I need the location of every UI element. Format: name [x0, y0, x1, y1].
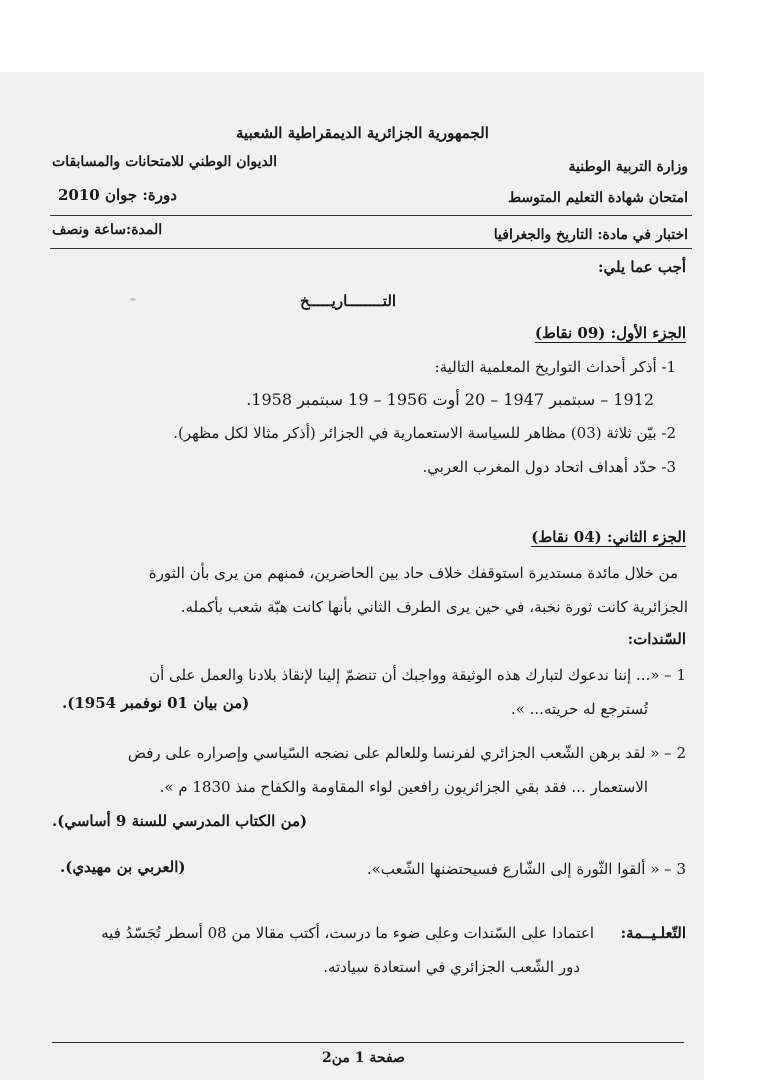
part1-question-2: 2- بيّن ثلاثة (03) مظاهر للسياسة الاستعمارية في الجزائر (أذكر مثالا لكل مظهر).	[173, 424, 676, 442]
exam-page	[0, 72, 704, 1080]
republic-title: الجمهورية الجزائرية الديمقراطية الشعبية	[236, 124, 489, 142]
document-3-source: (العربي بن مهيدي).	[60, 858, 186, 876]
document-3-line: 3 – « ألقوا الثّورة إلى الشّارع فسيحتضنها الشّعب».	[366, 860, 686, 878]
part1-question-3: 3- حدّد أهداف اتحاد دول المغرب العربي.	[422, 458, 676, 476]
document-1-source: (من بيان 01 نوفمبر 1954).	[62, 694, 250, 712]
section-title: التــــــــاريـــــخ	[300, 292, 397, 310]
footer-rule	[52, 1042, 684, 1043]
subject-label: اختبار في مادة: التاريخ والجغرافيا	[493, 227, 688, 243]
part1-question-1: 1- أذكر أحداث التواريخ المعلمية التالية:	[434, 358, 676, 376]
part1-title: الجزء الأول: (09 نقاط)	[534, 324, 686, 342]
task-label: التّعلـيــمة:	[620, 924, 686, 942]
session-label: دورة: جوان 2010	[58, 186, 177, 204]
exam-name: امتحان شهادة التعليم المتوسط	[508, 190, 688, 206]
duration-label: المدة:ساعة ونصف	[52, 222, 163, 238]
part1-dates: 1912 – سبتمبر 1947 – 20 أوت 1956 – 19 سبتمبر 1958.	[246, 390, 654, 409]
office-name: الديوان الوطني للامتحانات والمسابقات	[52, 154, 278, 170]
document-1-line-2: تُسترجع له حريته... ».	[510, 700, 648, 718]
instruction: أجب عما يلي:	[598, 258, 686, 276]
document-2-source: (من الكتاب المدرسي للسنة 9 أساسي).	[52, 812, 308, 830]
document-2-line-2: الاستعمار ... فقد بقي الجزائريون رافعين لواء المقاومة والكفاح منذ 1830 م ».	[159, 778, 648, 796]
document-2-line-1: 2 – « لقد برهن الشّعب الجزائري لفرنسا وللعالم على نضجه السّياسي وإصراره على رفض	[127, 744, 686, 762]
part2-intro-line-2: الجزائرية كانت ثورة نخبة، في حين يرى الطرف الثاني بأنها كانت هبّة شعب بأكمله.	[180, 598, 688, 616]
header-rule-top	[50, 215, 692, 216]
page-number: صفحة 1 من2	[322, 1050, 405, 1066]
task-line-2: دور الشّعب الجزائري في استعادة سيادته.	[323, 958, 580, 976]
part2-intro-line-1: من خلال مائدة مستديرة استوقفك خلاف حاد بين الحاضرين، فمنهم من يرى بأن الثورة	[148, 564, 678, 582]
ministry-name: وزارة التربية الوطنية	[568, 159, 688, 175]
task-line-1: اعتمادا على السّندات وعلى ضوء ما درست، أكتب مقالا من 08 أسطر تُجَسّدُ فيه	[101, 924, 594, 942]
header-rule-bottom	[50, 248, 692, 249]
document-1-line-1: 1 – «... إننا ندعوك لتبارك هذه الوثيقة وواجبك أن تنضمّ إلينا لإنقاذ بلادنا والعمل على أن	[149, 666, 686, 684]
part2-title: الجزء الثاني: (04 نقاط)	[531, 528, 686, 546]
scan-speck	[130, 298, 136, 301]
documents-label: السّندات:	[627, 630, 686, 648]
